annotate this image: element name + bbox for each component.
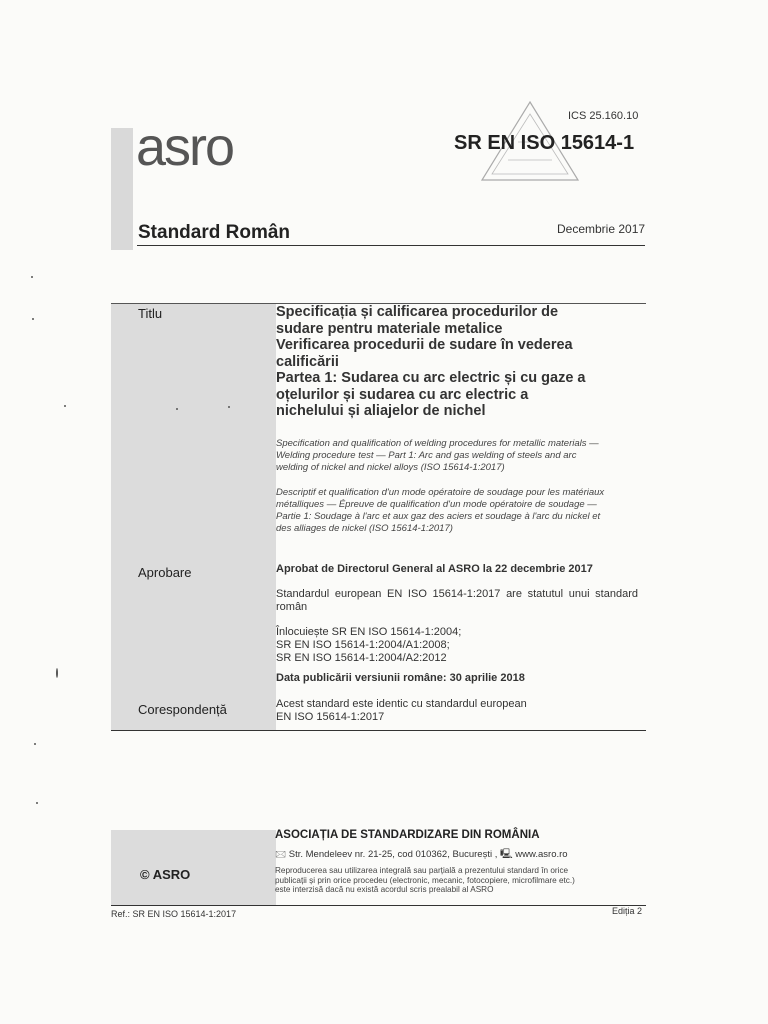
correspondence-text <box>276 698 640 724</box>
correspondence-label: Corespondență <box>138 702 227 717</box>
scan-speck <box>36 802 38 804</box>
scan-speck <box>56 668 58 678</box>
approval-status: Standardul european EN ISO 15614-1:2017 are statutul unui standard român <box>276 588 638 613</box>
title-french <box>276 487 642 535</box>
edition-number: Ediția 2 <box>612 906 643 916</box>
title-label: Titlu <box>138 306 163 321</box>
title-en-line: welding of nickel and nickel alloys (ISO 15614-1:2017) <box>276 462 505 473</box>
scan-speck <box>31 276 33 278</box>
standard-code: SR EN ISO 15614-1 <box>454 132 635 154</box>
title-en-line: Welding procedure test — Part 1: Arc and gas welding of steels and arc <box>276 450 577 461</box>
title-fr-line: Partie 1: Soudage à l'arc et aux gaz des aciers et soudage à l'arc du nickel et <box>276 511 601 522</box>
publication-month: Decembrie 2017 <box>557 222 646 236</box>
title-ro-line: oțelurilor și sudarea cu arc electric a <box>276 386 529 403</box>
replaces-list <box>276 626 640 665</box>
association-address: 🖂 Str. Mendeleev nr. 21-25, cod 010362, București , 🖳 www.asro.ro <box>275 849 568 860</box>
title-ro-line: calificării <box>276 353 339 370</box>
header-divider <box>137 245 645 246</box>
reference-code: Ref.: SR EN ISO 15614-1:2017 <box>111 909 237 919</box>
publication-date: Data publicării versiunii române: 30 aprilie 2018 <box>276 672 525 684</box>
scan-speck <box>64 405 66 407</box>
copyright-notice: © ASRO <box>140 867 191 882</box>
asro-logo: asro <box>136 117 234 177</box>
approval-label: Aprobare <box>138 565 192 580</box>
replaces-item: SR EN ISO 15614-1:2004/A2:2012 <box>276 652 447 664</box>
association-name: ASOCIAȚIA DE STANDARDIZARE DIN ROMÂNIA <box>275 829 540 841</box>
reproduction-line: Reproducerea sau utilizarea integrală sau parțială a prezentului standard în orice <box>275 866 569 875</box>
scan-speck <box>32 318 34 320</box>
title-fr-line: des alliages de nickel (ISO 15614-1:2017) <box>276 523 453 534</box>
title-english <box>276 438 642 474</box>
title-ro-line: Verificarea procedurii de sudare în vederea <box>276 337 573 353</box>
header-side-band <box>111 128 133 250</box>
reproduction-notice <box>275 866 635 895</box>
reproduction-line: este interzisă dacă nu există acordul scris prealabil al ASRO <box>275 885 494 895</box>
scan-speck <box>228 406 230 408</box>
title-ro-line: nichelului și aliajelor de nichel <box>276 403 486 419</box>
title-fr-line: Descriptif et qualification d'un mode opératoire de soudage pour les matériaux <box>276 487 605 498</box>
title-ro-line: Specificația și calificarea procedurilor de <box>276 304 559 320</box>
ics-code: ICS 25.160.10 <box>568 110 639 122</box>
title-ro-line: sudare pentru materiale metalice <box>276 320 503 337</box>
footer-divider <box>111 905 646 906</box>
document-type: Standard Român <box>138 222 291 243</box>
replaces-item: SR EN ISO 15614-1:2004/A1:2008; <box>276 639 450 651</box>
approval-statement: Aprobat de Directorul General al ASRO la 22 decembrie 2017 <box>276 563 593 575</box>
footer-label-band <box>111 830 276 905</box>
scan-speck <box>34 743 36 745</box>
title-ro-line: Partea 1: Sudarea cu arc electric și cu gaze a <box>276 370 586 386</box>
correspondence-line: Acest standard este identic cu standardul european <box>276 698 527 710</box>
replaces-item: Înlocuiește SR EN ISO 15614-1:2004; <box>276 626 462 638</box>
title-romanian <box>276 304 638 420</box>
reproduction-line: publicații și prin orice procedeu (electronic, mecanic, fotocopiere, microfilmare etc.) <box>275 875 575 885</box>
title-fr-line: métalliques — Épreuve de qualification d'un mode opératoire de soudage — <box>276 499 597 510</box>
main-bottom-divider <box>111 730 646 731</box>
title-en-line: Specification and qualification of welding procedures for metallic materials — <box>276 438 599 449</box>
correspondence-line: EN ISO 15614-1:2017 <box>276 711 385 723</box>
label-column-band <box>111 303 276 730</box>
scan-speck <box>176 408 178 410</box>
